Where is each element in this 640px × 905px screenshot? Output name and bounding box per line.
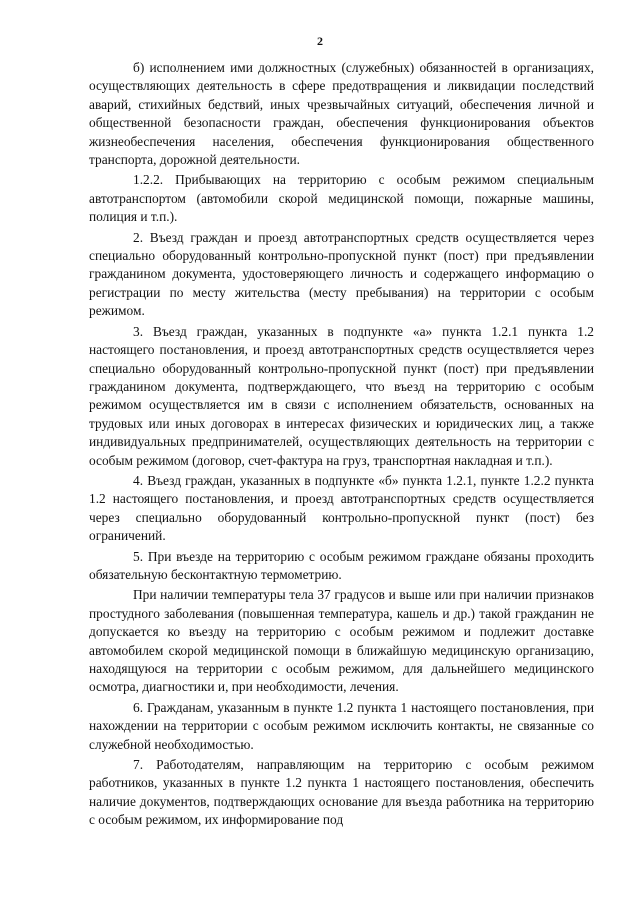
paragraph-4: 4. Въезд граждан, указанных в подпункте «б» пункта 1.2.1, пункте 1.2.2 пункта 1.2 настоящего постановления, и проезд автотранспортных средств осуществляется через специально оборудованный контрольно-пропускной пункт (пост) без ограничений. xyxy=(89,472,594,544)
paragraph-5-temperature: При наличии температуры тела 37 градусов и выше или при наличии признаков простудного заболевания (повышенная температура, кашель и др.) такой гражданин не допускается ко въезду на территорию с особым режимом и подлежит доставке автомобилем скорой медицинской помощи в ближайшую медицинскую организацию, находящуюся на территории с особым режимом, для дальнейшего медицинского осмотра, диагностики и, при необходимости, лечения. xyxy=(89,587,594,695)
paragraph-7: 7. Работодателям, направляющим на территорию с особым режимом работников, указанных в пункте 1.2 пункта 1 настоящего постановления, обеспечить наличие документов, подтверждающих основание для въезда работника на территорию с особым режимом, их информирование под xyxy=(89,757,594,828)
paragraph-6: 6. Гражданам, указанным в пункте 1.2 пункта 1 настоящего постановления, при нахождении на территории с особым режимом исключить контакты, не связанные со служебной необходимостью. xyxy=(89,699,594,752)
paragraph-1-2-2: 1.2.2. Прибывающих на территорию с особым режимом специальным автотранспортом (автомобили скорой медицинской помощи, пожарные машины, полиция и т.п.). xyxy=(89,172,594,225)
paragraph-b-duties: б) исполнением ими должностных (служебных) обязанностей в организациях, осуществляющих деятельность в сфере предотвращения и ликвидации последствий аварий, стихийных бедствий, иных чрезвычайных ситуаций, обеспечения личной и общественной безопасности граждан, обеспечения функционирования объектов жизнеобеспечения населения, обеспечения функционирования общественного транспорта, дорожной деятельности. xyxy=(89,60,594,168)
paragraph-3: 3. Въезд граждан, указанных в подпункте «а» пункта 1.2.1 пункта 1.2 настоящего постановления, и проезд автотранспортных средств осуществляется через специально оборудованный контрольно-пропускной пункт (пост) при предъявлении гражданином документа, подтверждающего, что въезд на территорию с особым режимом осуществляется им в связи с исполнением обязательств, основанных на трудовых или иных договорах в интересах физических и юридических лиц, а также индивидуальных предпринимателей, осуществляющих деятельность на территории с особым режимом (договор, счет-фактура на груз, транспортная накладная и т.п.). xyxy=(89,323,594,468)
paragraph-5: 5. При въезде на территорию с особым режимом граждане обязаны проходить обязательную бесконтактную термометрию. xyxy=(89,548,594,582)
paragraph-2: 2. Въезд граждан и проезд автотранспортных средств осуществляется через специально оборудованный контрольно-пропускной пункт (пост) при предъявлении гражданином документа, удостоверяющего личность и содержащего информацию о регистрации по месту жительства (месту пребывания) на территории с особым режимом. xyxy=(89,229,594,319)
page-number: 2 xyxy=(317,34,323,48)
document-body xyxy=(89,59,594,832)
